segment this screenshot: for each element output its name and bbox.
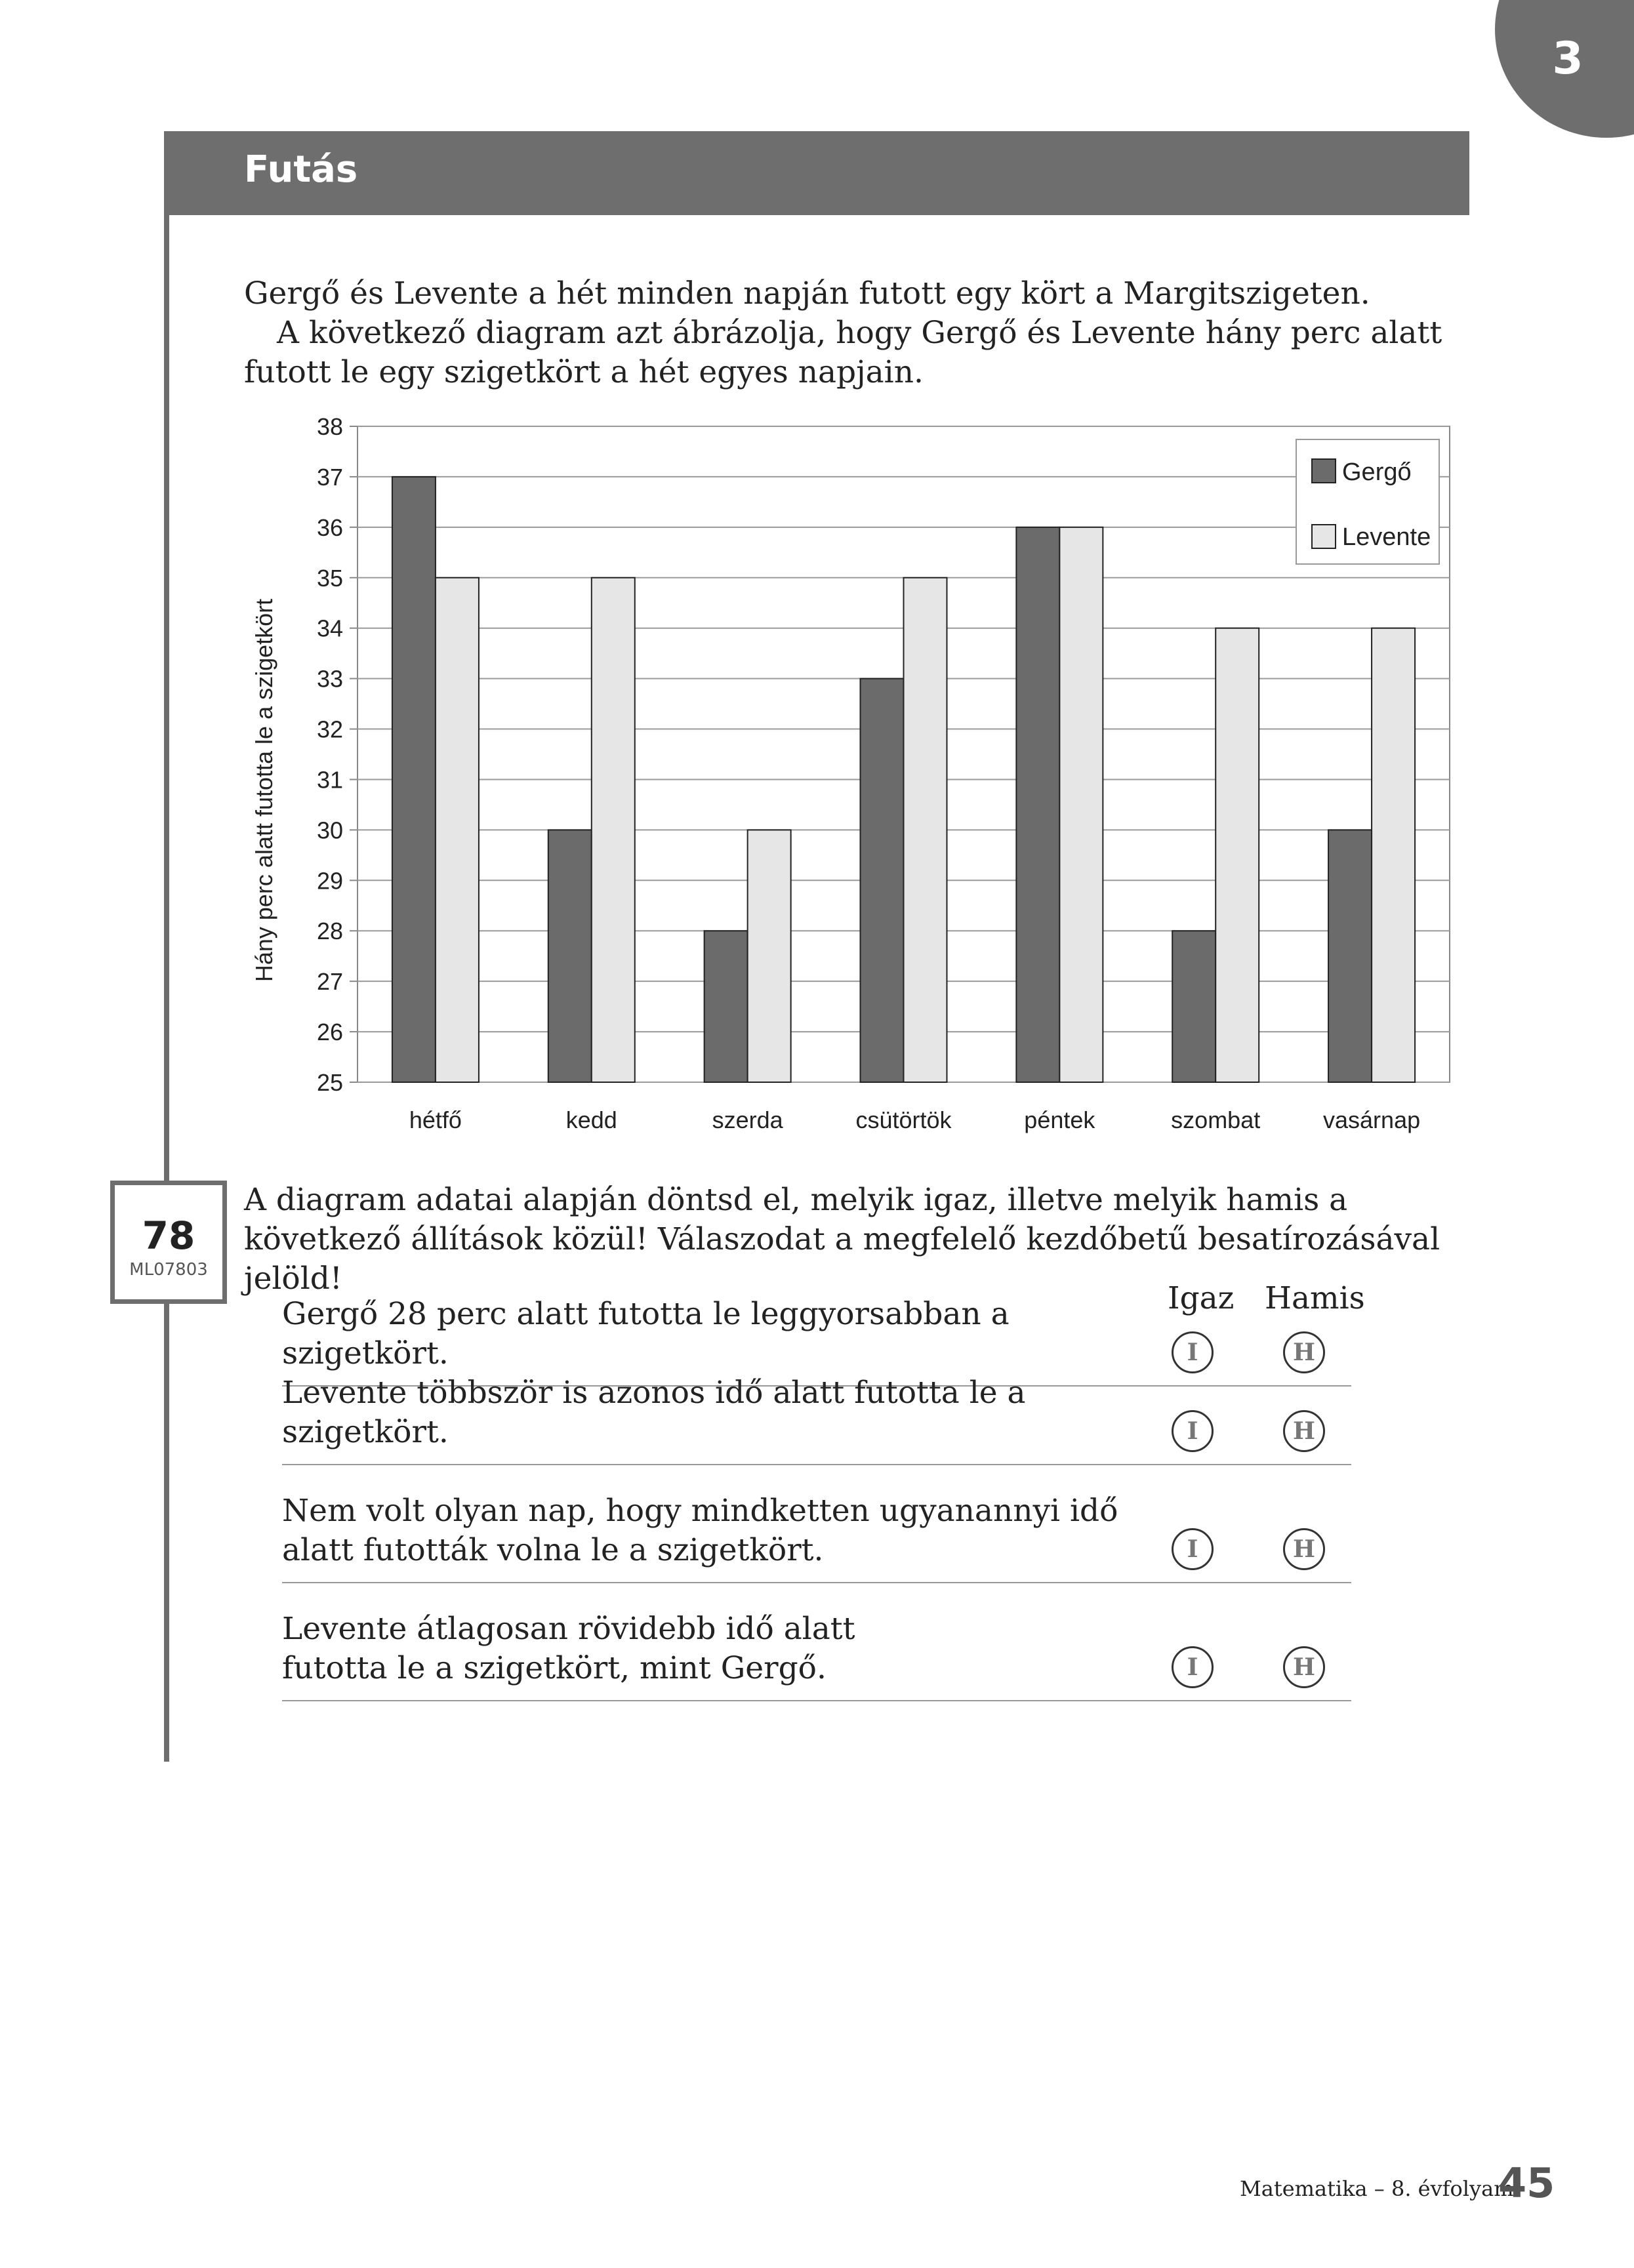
y-tick-label: 32: [316, 716, 343, 743]
statement-row: [282, 1375, 1351, 1465]
bar-chart: [249, 407, 1456, 1148]
y-tick-label: 30: [316, 817, 343, 844]
y-tick-label: 37: [316, 463, 343, 491]
chapter-number: 3: [1552, 33, 1583, 85]
intro-text: [244, 274, 1490, 392]
y-tick-label: 35: [316, 564, 343, 592]
bar-gergo: [861, 679, 904, 1082]
x-tick-label: kedd: [565, 1106, 617, 1133]
page-title: Futás: [244, 148, 358, 191]
legend-swatch-gergo: [1312, 459, 1336, 483]
bar-gergo: [1016, 527, 1059, 1082]
statement-text: Levente átlagosan rövidebb idő alatt futotta le a szigetkört, mint Gergő.: [282, 1611, 855, 1686]
y-tick-label: 29: [316, 867, 343, 895]
statement-row: [282, 1464, 1351, 1583]
y-tick-label: 33: [316, 665, 343, 693]
bar-levente: [1215, 628, 1259, 1082]
x-tick-label: szerda: [712, 1106, 783, 1133]
x-tick-label: péntek: [1024, 1106, 1095, 1133]
statement-text: Gergő 28 perc alatt futotta le leggyorsabban a szigetkört.: [282, 1296, 1010, 1371]
option-igaz[interactable]: I: [1172, 1331, 1214, 1373]
bar-gergo: [1328, 830, 1372, 1082]
section-rule: [164, 214, 169, 1762]
bar-gergo: [1172, 931, 1215, 1082]
statement-text: Nem volt olyan nap, hogy mindketten ugyanannyi idő alatt futották volna le a szigetkört.: [282, 1493, 1118, 1568]
legend-label-gergo: Gergő: [1342, 458, 1412, 486]
bar-levente: [748, 830, 791, 1082]
task-number-box: [110, 1181, 227, 1304]
chart-legend: [1296, 439, 1439, 564]
x-tick-label: csütörtök: [855, 1106, 952, 1133]
y-tick-label: 26: [316, 1019, 343, 1046]
bar-levente: [436, 578, 479, 1082]
task-code: ML07803: [129, 1260, 208, 1280]
bar-levente: [1372, 628, 1415, 1082]
option-igaz[interactable]: I: [1172, 1528, 1214, 1570]
y-axis-label: Hány perc alatt futotta le a szigetkört: [251, 598, 277, 982]
task-number: 78: [142, 1213, 195, 1258]
y-tick-label: 31: [316, 766, 343, 794]
bar-gergo: [548, 830, 592, 1082]
option-hamis[interactable]: H: [1283, 1528, 1325, 1570]
x-tick-label: vasárnap: [1323, 1106, 1421, 1133]
bar-gergo: [392, 477, 436, 1082]
statement-text: Levente többször is azonos idő alatt futotta le a szigetkört.: [282, 1375, 1026, 1450]
hamis-column-header: Hamis: [1265, 1280, 1365, 1316]
option-hamis[interactable]: H: [1283, 1331, 1325, 1373]
title-bar: [164, 131, 1469, 215]
y-tick-label: 36: [316, 514, 343, 541]
option-hamis[interactable]: H: [1283, 1646, 1325, 1688]
igaz-column-header: Igaz: [1168, 1280, 1235, 1316]
y-tick-label: 25: [316, 1069, 343, 1096]
bar-levente: [592, 578, 635, 1082]
x-tick-label: szombat: [1171, 1106, 1261, 1133]
footer-text: Matematika – 8. évfolyam: [1240, 2176, 1514, 2201]
option-hamis[interactable]: H: [1283, 1410, 1325, 1452]
legend-swatch-levente: [1312, 525, 1336, 548]
y-tick-label: 34: [316, 615, 343, 642]
statement-row: [282, 1582, 1351, 1701]
option-igaz[interactable]: I: [1172, 1646, 1214, 1688]
bar-levente: [904, 578, 947, 1082]
x-tick-label: hétfő: [409, 1106, 462, 1133]
intro-line-2: A következő diagram azt ábrázolja, hogy Gergő és Levente hány perc alatt futott le egy szigetkört a hét egyes napjain.: [244, 315, 1442, 390]
y-tick-label: 28: [316, 918, 343, 945]
y-tick-label: 27: [316, 968, 343, 996]
legend-label-levente: Levente: [1342, 523, 1431, 551]
option-igaz[interactable]: I: [1172, 1410, 1214, 1452]
page-number: 45: [1498, 2159, 1555, 2207]
bar-gergo: [705, 931, 748, 1082]
bar-levente: [1059, 527, 1103, 1082]
y-tick-label: 38: [316, 413, 343, 440]
intro-line-1: Gergő és Levente a hét minden napján futott egy kört a Margitszigeten.: [244, 275, 1370, 312]
question-text: A diagram adatai alapján döntsd el, melyik igaz, illetve melyik hamis a következő állítások közül! Válaszodat a megfelelő kezdőbetű besatírozásával jelöld!: [244, 1182, 1440, 1297]
